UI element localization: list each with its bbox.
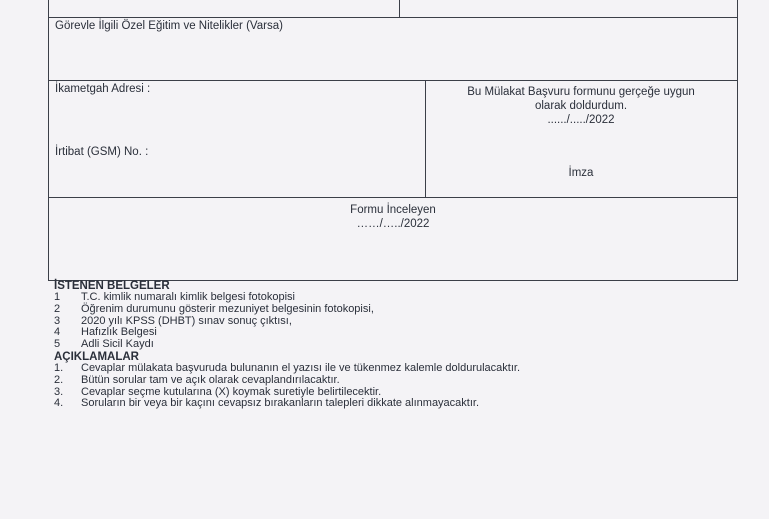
- list-item: 3 2020 yılı KPSS (DHBT) sınav sonuç çıktısı,: [54, 314, 292, 327]
- requirements-section: [54, 280, 744, 410]
- list-item: 4 Hafızlık Belgesi: [54, 326, 157, 339]
- row-divider-1: [49, 17, 737, 18]
- declaration-date: ....../...../2022: [547, 114, 615, 126]
- reviewer-date: ……/…../2022: [356, 218, 430, 230]
- declaration-block: [425, 85, 737, 127]
- list-item: 2. Bütün sorular tam ve açık olarak cevaplandırılacaktır.: [54, 373, 340, 386]
- list-item: 2 Öğrenim durumunu gösterir mezuniyet belgesinin fotokopisi,: [54, 302, 374, 315]
- declaration-line-1: Bu Mülakat Başvuru formunu gerçeğe uygun: [467, 86, 695, 98]
- reviewer-label: Formu İnceleyen: [350, 204, 436, 216]
- declaration-line-2: olarak doldurdum.: [534, 100, 628, 112]
- top-column-divider: [399, 0, 400, 17]
- application-form-table: [48, 0, 738, 281]
- documents-heading: İSTENEN BELGELER: [54, 280, 170, 292]
- list-item: 1 T.C. kimlik numaralı kimlik belgesi fotokopisi: [54, 291, 295, 303]
- signature-label: İmza: [568, 167, 594, 179]
- row-divider-3: [49, 197, 737, 198]
- list-item: 1. Cevaplar mülakata başvuruda bulunanın el yazısı ile ve tükenmez kalemle doldurulacaktır.: [54, 361, 521, 374]
- row-divider-2: [49, 80, 737, 81]
- reviewer-block: [49, 203, 737, 231]
- list-item: 5 Adli Sicil Kaydı: [54, 338, 154, 351]
- list-item: 4. Soruların bir veya bir kaçını cevapsız bırakanların talepleri dikkate alınmayacaktır.: [54, 397, 480, 410]
- phone-label: İrtibat (GSM) No. :: [55, 146, 149, 158]
- list-item: 3. Cevaplar seçme kutularına (X) koymak suretiyle belirtilecektir.: [54, 385, 382, 398]
- special-training-label: Görevle İlgili Özel Eğitim ve Nitelikler (Varsa): [55, 20, 283, 32]
- address-label: İkametgah Adresi :: [55, 83, 151, 95]
- notes-heading: AÇIKLAMALAR: [54, 350, 139, 363]
